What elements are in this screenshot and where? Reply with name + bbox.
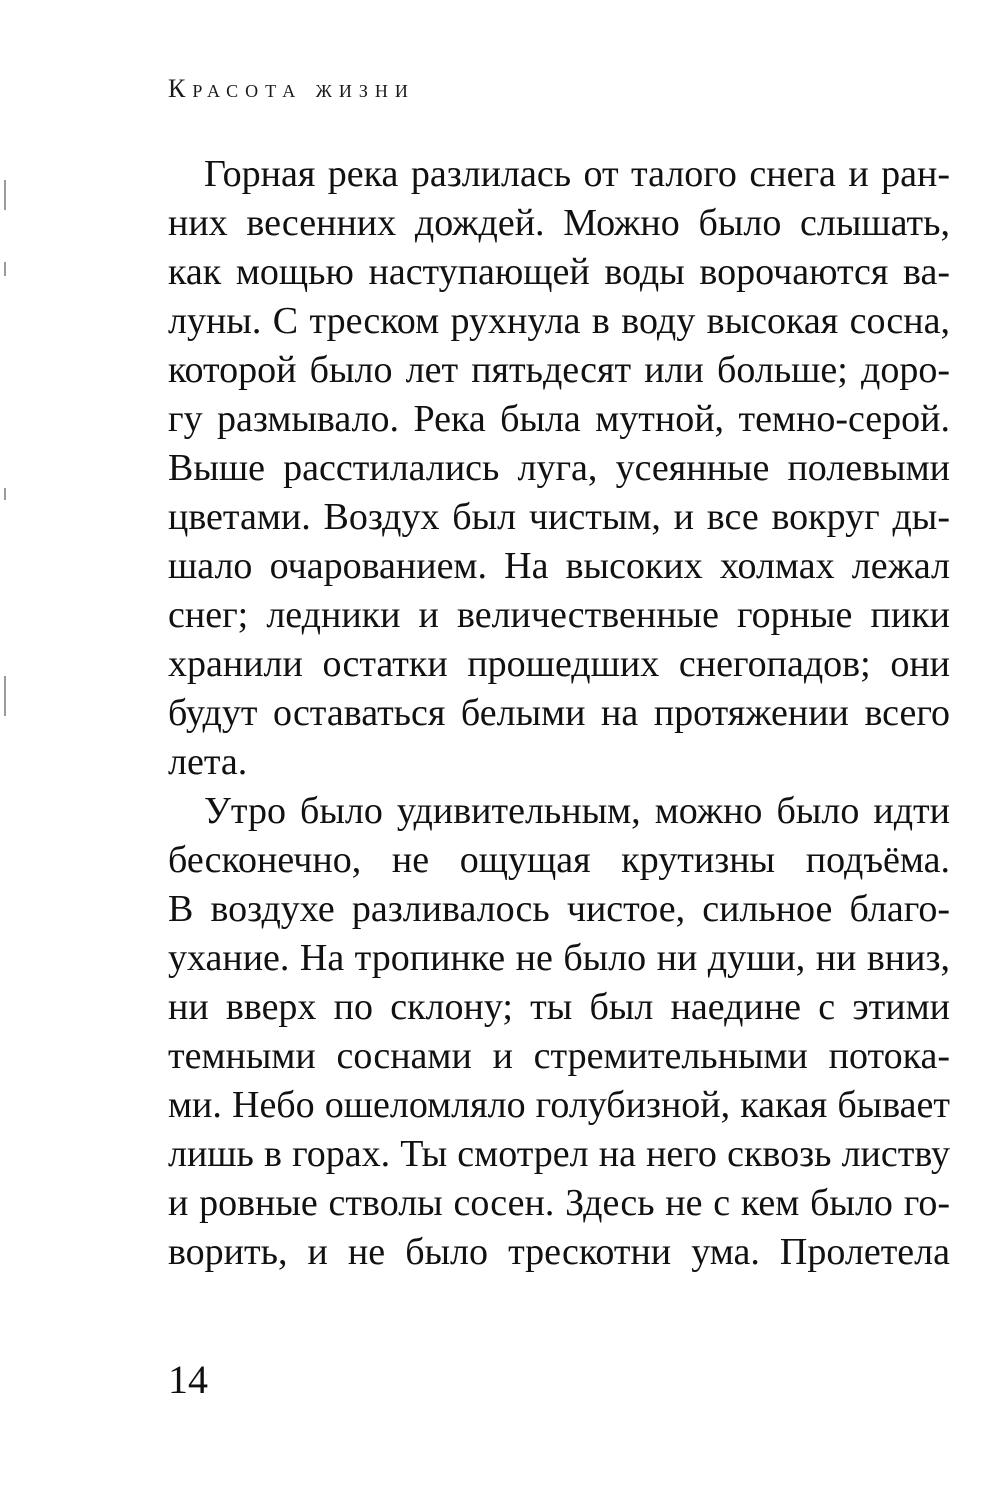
text-line: хранили остатки прошедших снегопадов; они xyxy=(168,643,950,685)
text-line: Утро было удивительным, можно было идти xyxy=(204,790,950,832)
text-line: Выше расстилались луга, усеянные полевыми xyxy=(168,447,950,489)
text-line: будут оставаться белыми на протяжении всего xyxy=(168,692,950,734)
text-line: темными соснами и стремительными потока- xyxy=(168,1035,950,1077)
paragraph-2 xyxy=(168,787,950,1277)
text-line: и ровные стволы сосен. Здесь не с кем было го- xyxy=(168,1182,950,1224)
text-line: ни вверх по склону; ты был наедине с этими xyxy=(168,986,950,1028)
text-line: бесконечно, не ощущая крутизны подъёма. xyxy=(168,839,950,881)
text-line: лета. xyxy=(168,741,248,783)
body-text xyxy=(168,150,950,1277)
page-number: 14 xyxy=(168,1357,208,1402)
text-line: луны. С треском рухнула в воду высокая сосна, xyxy=(168,300,950,342)
text-line: ми. Небо ошеломляло голубизной, какая бывает xyxy=(168,1084,950,1126)
scan-artifact xyxy=(4,676,6,716)
text-line: которой было лет пятьдесят или больше; доро- xyxy=(168,349,950,391)
text-line: ворить, и не было трескотни ума. Пролетела xyxy=(168,1231,950,1273)
text-line: ухание. На тропинке не было ни души, ни вниз, xyxy=(168,937,950,979)
text-line: В воздухе разливалось чистое, сильное благо- xyxy=(168,888,950,930)
text-line: снег; ледники и величественные горные пики xyxy=(168,594,950,636)
text-line: них весенних дождей. Можно было слышать, xyxy=(168,202,950,244)
paragraph-1 xyxy=(168,150,950,787)
text-line: гу размывало. Река была мутной, темно-серой. xyxy=(168,398,950,440)
text-line: шало очарованием. На высоких холмах лежал xyxy=(168,545,950,587)
text-line: Горная река разлилась от талого снега и ран- xyxy=(204,153,950,195)
running-head: Красота жизни xyxy=(168,74,415,103)
scan-artifact xyxy=(4,488,6,500)
scan-artifact xyxy=(4,180,6,210)
text-line: цветами. Воздух был чистым, и все вокруг ды- xyxy=(168,496,950,538)
text-line: лишь в горах. Ты смотрел на него сквозь листву xyxy=(168,1133,950,1175)
text-line: как мощью наступающей воды ворочаются ва- xyxy=(168,251,950,293)
scan-artifact xyxy=(4,262,6,276)
